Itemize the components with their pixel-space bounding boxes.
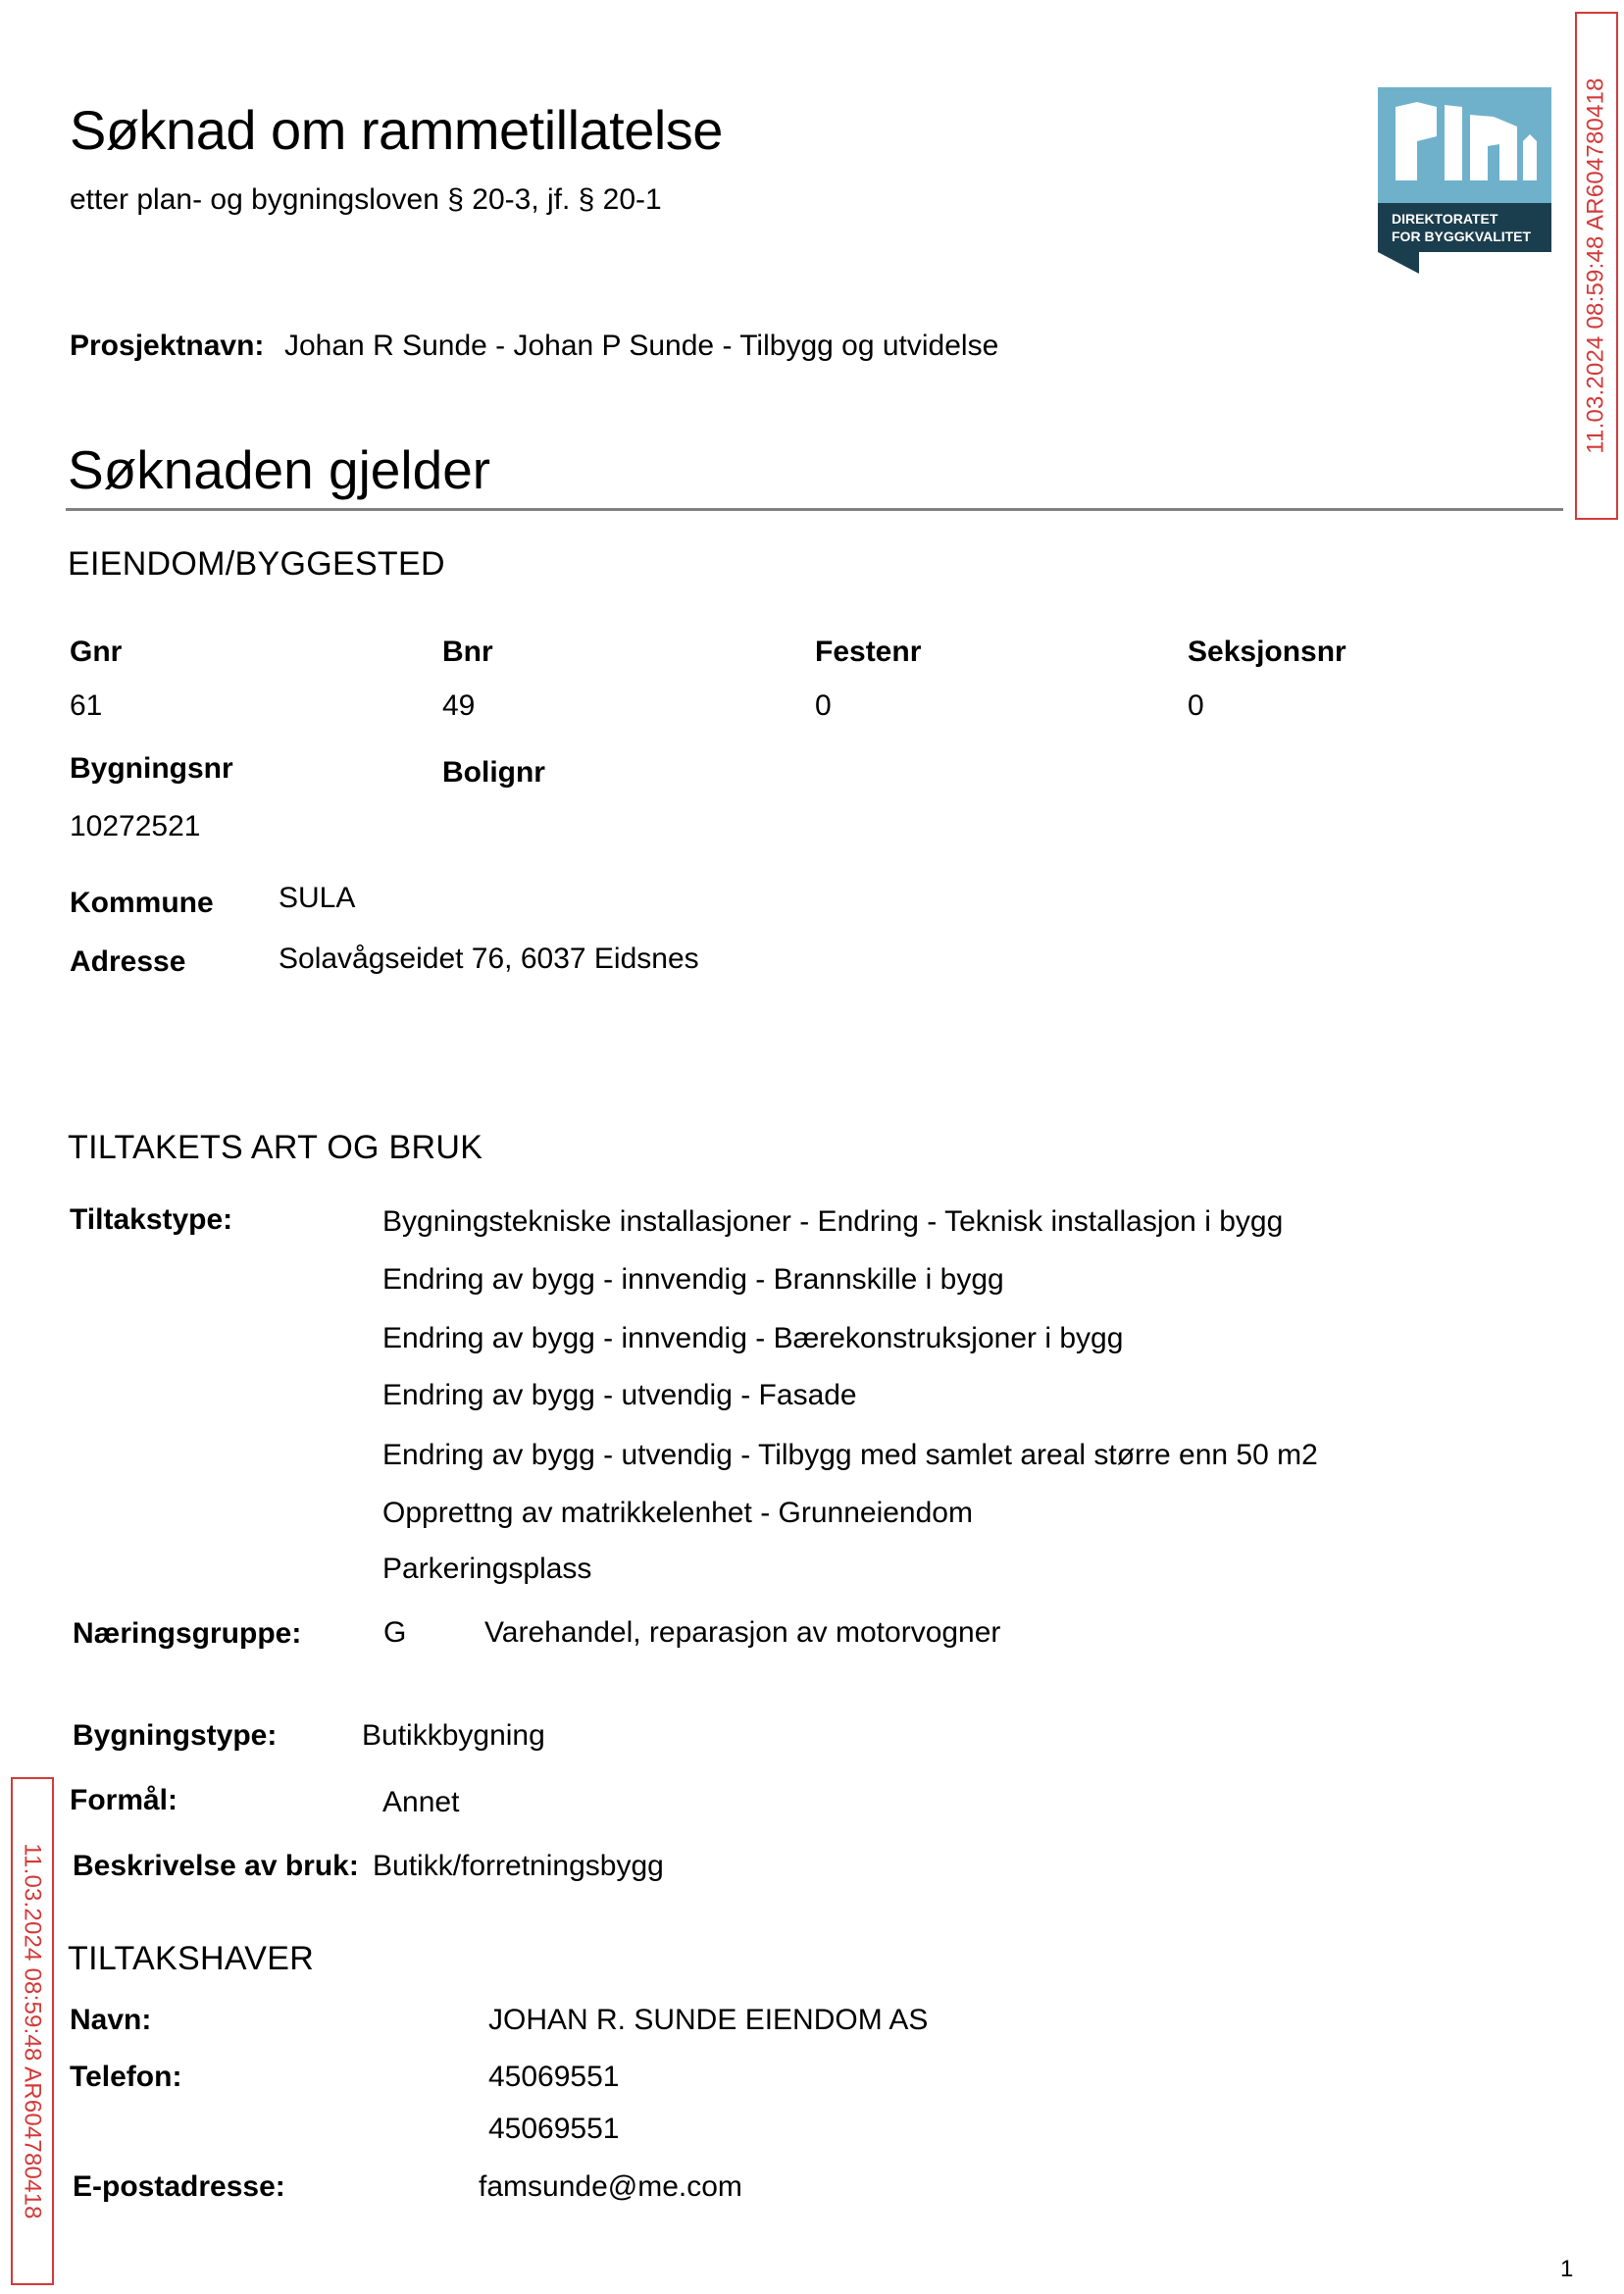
formal-value: Annet	[382, 1786, 460, 1818]
logo-text-line2: FOR BYGGKVALITET	[1392, 229, 1532, 244]
logo-text-line1: DIREKTORATET	[1392, 211, 1498, 227]
archive-stamp-top-text: 11.03.2024 08:59:48 AR604780418	[1583, 77, 1610, 454]
adresse-value: Solavågseidet 76, 6037 Eidsnes	[279, 943, 699, 975]
seksjonsnr-label: Seksjonsnr	[1188, 636, 1346, 668]
property-heading: EIENDOM/BYGGESTED	[68, 545, 445, 583]
navn-label: Navn:	[70, 2004, 152, 2036]
tiltakstype-item: Endring av bygg - utvendig - Tilbygg med samlet areal større enn 50 m2	[382, 1439, 1318, 1471]
beskrivelse-value: Butikk/forretningsbygg	[373, 1850, 664, 1882]
bygningstype-label: Bygningstype:	[73, 1719, 278, 1752]
tiltakstype-item: Parkeringsplass	[382, 1553, 592, 1585]
measure-heading: TILTAKETS ART OG BRUK	[68, 1129, 483, 1166]
bnr-value: 49	[442, 689, 476, 722]
festenr-label: Festenr	[815, 636, 922, 668]
gnr-label: Gnr	[70, 636, 123, 668]
navn-value: JOHAN R. SUNDE EIENDOM AS	[488, 2004, 929, 2036]
epost-value: famsunde@me.com	[479, 2170, 742, 2203]
seksjonsnr-value: 0	[1188, 689, 1204, 722]
kommune-label: Kommune	[70, 887, 214, 919]
bnr-label: Bnr	[442, 636, 493, 668]
tiltakstype-label: Tiltakstype:	[70, 1203, 233, 1236]
section-divider	[66, 508, 1563, 511]
tiltakstype-item: Endring av bygg - utvendig - Fasade	[382, 1379, 857, 1411]
adresse-label: Adresse	[70, 945, 186, 978]
archive-stamp-left-text: 11.03.2024 08:59:48 AR604780418	[20, 1843, 47, 2219]
section-title: Søknaden gjelder	[68, 439, 491, 500]
gnr-value: 61	[70, 689, 103, 722]
festenr-value: 0	[815, 689, 832, 722]
tiltakstype-item: Opprettng av matrikkelenhet - Grunneiendom	[382, 1497, 973, 1529]
telefon-value: 45069551	[488, 2113, 620, 2145]
beskrivelse-label: Beskrivelse av bruk:	[73, 1850, 359, 1882]
tiltakstype-item: Endring av bygg - innvendig - Bærekonstruksjoner i bygg	[382, 1322, 1124, 1354]
archive-stamp-top	[1575, 12, 1618, 520]
document-subtitle: etter plan- og bygningsloven § 20-3, jf. § 20-1	[70, 183, 662, 216]
bygningsnr-value: 10272521	[70, 810, 201, 842]
project-name-label: Prosjektnavn:	[70, 330, 265, 362]
document-title: Søknad om rammetillatelse	[70, 99, 723, 161]
owner-heading: TILTAKSHAVER	[68, 1940, 315, 1977]
tiltakstype-item: Endring av bygg - innvendig - Brannskille i bygg	[382, 1263, 1004, 1296]
telefon-label: Telefon:	[70, 2061, 182, 2093]
naeringsgruppe-text: Varehandel, reparasjon av motorvogner	[484, 1616, 1001, 1649]
archive-stamp-left	[11, 1777, 54, 2285]
naeringsgruppe-label: Næringsgruppe:	[73, 1617, 302, 1650]
bygningsnr-label: Bygningsnr	[70, 752, 233, 785]
formal-label: Formål:	[70, 1784, 178, 1816]
epost-label: E-postadresse:	[73, 2170, 285, 2203]
telefon-value: 45069551	[488, 2061, 620, 2093]
kommune-value: SULA	[279, 882, 356, 914]
project-name-value: Johan R Sunde - Johan P Sunde - Tilbygg og utvidelse	[284, 330, 999, 362]
naeringsgruppe-code: G	[383, 1616, 407, 1649]
dibk-logo	[1378, 87, 1551, 274]
bolignr-label: Bolignr	[442, 756, 545, 789]
page-number: 1	[1560, 2256, 1574, 2282]
tiltakstype-item: Bygningstekniske installasjoner - Endring - Teknisk installasjon i bygg	[382, 1205, 1284, 1238]
bygningstype-value: Butikkbygning	[362, 1719, 545, 1752]
